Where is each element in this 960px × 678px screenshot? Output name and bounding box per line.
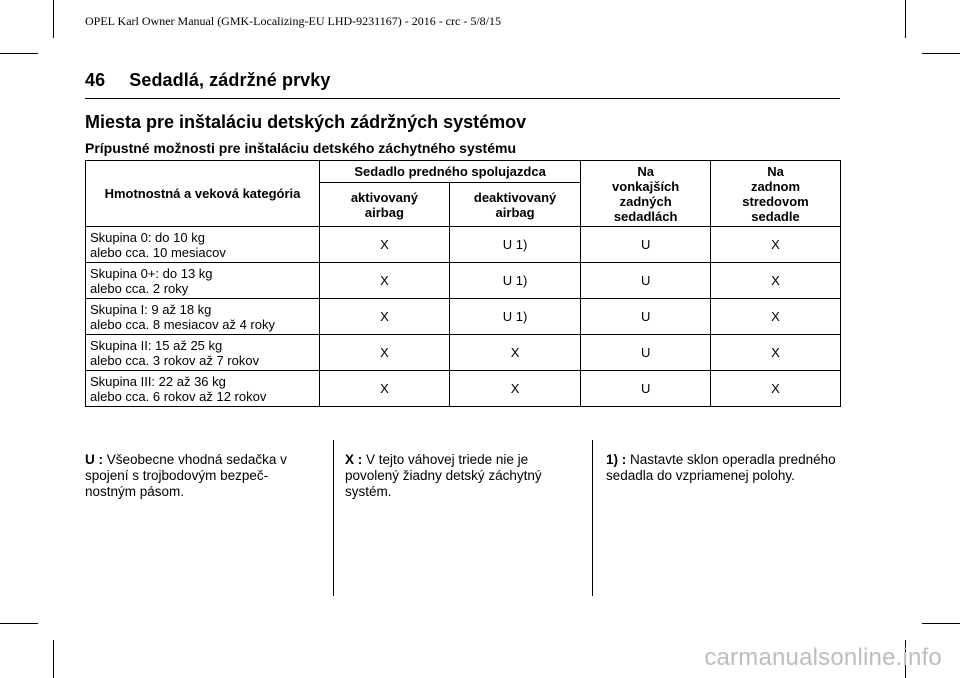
category-cell: Skupina II: 15 až 25 kg alebo cca. 3 rokov až 7 rokov xyxy=(86,335,320,371)
legend-term: U : xyxy=(85,452,103,467)
value-cell: X xyxy=(319,227,449,263)
table-row xyxy=(86,371,841,407)
category-cell: Skupina I: 9 až 18 kg alebo cca. 8 mesiacov až 4 roky xyxy=(86,299,320,335)
table-row xyxy=(86,263,841,299)
table-title: Prípustné možnosti pre inštaláciu detského záchytného systému xyxy=(85,140,516,156)
section-title: Miesta pre inštaláciu detských zádržných systémov xyxy=(85,112,527,132)
header-front-passenger: Sedadlo predného spolujazdca xyxy=(319,161,580,183)
crop-mark xyxy=(53,0,54,38)
value-cell: X xyxy=(319,263,449,299)
table-row xyxy=(86,335,841,371)
value-cell: X xyxy=(711,335,841,371)
crop-mark xyxy=(0,53,38,54)
legend-term: X : xyxy=(345,452,363,467)
value-cell: X xyxy=(711,299,841,335)
value-cell: U 1) xyxy=(449,263,580,299)
legend-text: V tejto váhovej triede nie je povolený žiadny detský záchytný systém. xyxy=(345,452,542,499)
value-cell: X xyxy=(711,227,841,263)
value-cell: U xyxy=(581,299,711,335)
header-rear-center: Na zadnom stredovom sedadle xyxy=(711,161,841,227)
value-cell: X xyxy=(449,335,580,371)
value-cell: X xyxy=(319,335,449,371)
chapter-title: Sedadlá, zádržné prvky xyxy=(129,70,331,90)
value-cell: U xyxy=(581,371,711,407)
column-divider xyxy=(592,440,593,596)
column-divider xyxy=(333,440,334,596)
value-cell: U 1) xyxy=(449,299,580,335)
value-cell: X xyxy=(319,371,449,407)
crop-mark xyxy=(905,0,906,38)
value-cell: U 1) xyxy=(449,227,580,263)
crop-mark xyxy=(0,623,38,624)
legend-term: 1) : xyxy=(606,452,627,467)
category-cell: Skupina 0: do 10 kg alebo cca. 10 mesiacov xyxy=(86,227,320,263)
crop-mark xyxy=(922,623,960,624)
legend-x xyxy=(345,452,575,500)
legend-text: Všeobecne vhodná sedačka v spojení s trojbodovým bezpeč-nostným pásom. xyxy=(85,452,287,499)
value-cell: X xyxy=(711,263,841,299)
heading-rule xyxy=(85,98,840,99)
header-rear-outer: Na vonkajších zadných sedadlách xyxy=(581,161,711,227)
header-category: Hmotnostná a veková kategória xyxy=(86,161,320,227)
watermark: carmanualsonline.info xyxy=(704,644,942,671)
value-cell: X xyxy=(711,371,841,407)
legend-text: Nastavte sklon operadla predného sedadla do vzpriamenej polohy. xyxy=(606,452,836,483)
header-airbag-off: deaktivovaný airbag xyxy=(449,183,580,227)
header-airbag-on: aktivovaný airbag xyxy=(319,183,449,227)
value-cell: X xyxy=(449,371,580,407)
page-heading xyxy=(85,70,331,91)
table-row xyxy=(86,227,841,263)
value-cell: U xyxy=(581,227,711,263)
category-cell: Skupina 0+: do 13 kg alebo cca. 2 roky xyxy=(86,263,320,299)
document-header: OPEL Karl Owner Manual (GMK-Localizing-EU LHD-9231167) - 2016 - crc - 5/8/15 xyxy=(85,14,501,28)
legend-u xyxy=(85,452,315,500)
value-cell: U xyxy=(581,263,711,299)
value-cell: U xyxy=(581,335,711,371)
page-number: 46 xyxy=(85,70,106,90)
crop-mark xyxy=(922,53,960,54)
table-row xyxy=(86,299,841,335)
crop-mark xyxy=(53,640,54,678)
value-cell: X xyxy=(319,299,449,335)
legend-note-1 xyxy=(606,452,836,484)
child-seat-table xyxy=(85,160,841,407)
category-cell: Skupina III: 22 až 36 kg alebo cca. 6 rokov až 12 rokov xyxy=(86,371,320,407)
